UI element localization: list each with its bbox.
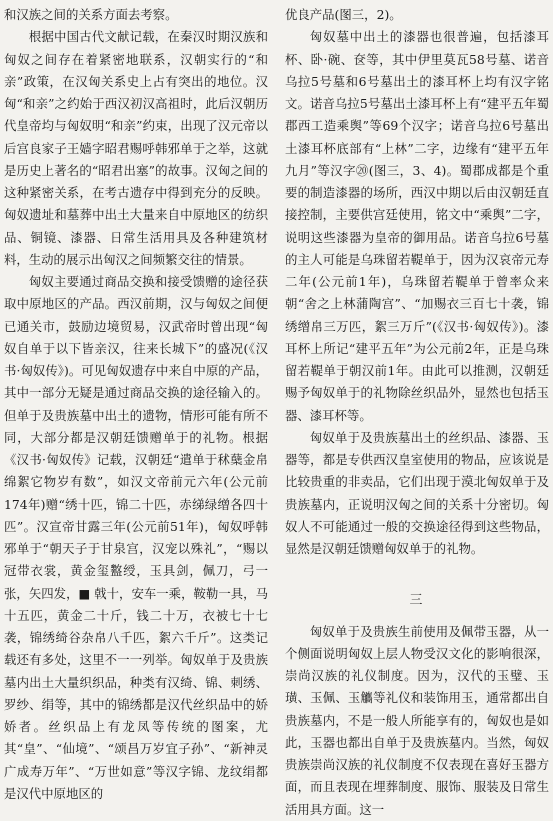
paragraph: 匈奴主要通过商品交换和接受馈赠的途径获取中原地区的产品。西汉前期，汉与匈奴之间便已通关市，鼓励边境贸易，汉武帝时曾出现“匈奴自单于以下皆亲汉，往来长城下”的盛况(《汉书·匈奴传》)。可见匈奴遗存中来自中原的产品，其中一部分无疑是通过商品交换的途径输入的。但单于及贵族墓中出土的遗物，情形可能有所不同，大部分都是汉朝廷馈赠单于的礼物。根据《汉书·匈奴传》记载，汉朝廷“遣单于秫蘖金帛绵絮它物岁有数”，如汉文帝前元六年(公元前174年)赠“绣十匹，锦二十匹，赤绨绿缯各四十匹”。汉宣帝甘露三年(公元前51年)，匈奴呼韩邪单于“朝天子于甘泉宫，汉宠以殊礼”，“赐以冠带衣裳，黄金玺盭绶，玉具剑，佩刀，弓一张，矢四发，■ 戟十，安车一乘，鞍勒一具，马十五匹，黄金二十斤，钱二十万，衣被七十七袭，锦绣绮谷杂帛八千匹，絮六千斤”。这类记载还有多处，这里不一一列举。匈奴单于及贵族墓内出土大量织织品，种类有汉绮、锦、刺绣、罗纱、绢等，其中的锦绣都是汉代丝织品中的娇娇者。丝织品上有龙凤等传统的图案，尤其“皇”、“仙境”、“颂昌万岁宜子孙”、“新神灵广成寿万年”、“万世如意”等汉字锦、龙纹绢都是汉代中原地区的 — [4, 274, 268, 801]
paragraph: 匈奴墓中出土的漆器也很普遍，包括漆耳杯、卧·碗、奁等，其中伊里莫瓦58号墓、诺音乌拉5号墓和6号墓出土的漆耳杯上均有汉字铭文。诺音乌拉5号墓出土漆耳杯上有“建平五年蜀郡西工造乘舆”等69个汉字；诺音乌拉6号墓出土漆耳杯底部有“上林”二字，边缘有“建平五年九月”等汉字⑳(图三，3、4)。蜀郡成都是个重要的制造漆器的场所，西汉中期以后由汉朝廷直接控制，主要供宫廷使用，铭文中“乘舆”二字，说明这些漆器为皇帝的御用品。诺音乌拉6号墓的主人可能是乌珠留若鞮单于，因为汉哀帝元寿二年(公元前1年)，乌珠留若鞮单于曾率众来朝“舍之上林蒲陶宫”、“加赐衣三百七十袭，锦绣缯帛三万匹，絮三万斤”(《汉书·匈奴传》)。漆耳杯上所记“建平五年”为公元前2年，正是乌珠留若鞮单于朝汉前1年。由此可以推测，汉朝廷赐予匈奴单于的礼物除丝织品外，显然也包括玉器、漆耳杯等。 — [285, 29, 549, 423]
right-column — [285, 4, 549, 821]
paragraph: 匈奴单于及贵族生前使用及佩带玉器，从一个侧面说明匈奴上层人物受汉文化的影响很深，崇尚汉族的礼仪制度。因为，汉代的玉璧、玉璜、玉佩、玉觿等礼仪和装饰用玉，通常都出自贵族墓内，不是一般人所能享有的，匈奴也是如此，玉器也都出自单于及贵族墓内。当然，匈奴贵族崇尚汉族的礼仪制度不仅表现在喜好玉器方面，而且表现在埋葬制度、服饰、服装及日常生活用具方面。这一 — [285, 623, 549, 817]
paragraph: 根据中国古代文献记载，在秦汉时期汉族和匈奴之间存在着紧密地联系，汉朝实行的“和亲”政策，在汉匈关系史上占有突出的地位。汉匈“和亲”之约始于西汉初汉高祖时，此后汉朝历代皇帝均与匈奴明“和亲”约束，出现了汉元帝以后宫良家子王嫱字昭君赐呼韩邪单于之举，这就是历史上著名的“昭君出塞”的故事。汉匈之间的这种紧密关系，在考古遗存中得到充分的反映。匈奴遗址和墓葬中出土大量来自中原地区的纺织品、铜镜、漆器、日常生活用具及各种建筑材料，生动的展示出匈汉之间频繁交往的情景。 — [4, 29, 268, 267]
left-column — [4, 4, 268, 805]
paragraph: 和汉族之间的关系方面去考察。 — [4, 7, 178, 22]
section-heading: 三 — [409, 593, 425, 609]
paragraph: 优良产品(图三，2)。 — [285, 7, 402, 22]
paragraph: 匈奴单于及贵族墓出土的丝织品、漆器、玉器等，都是专供西汉皇室使用的物品，应该说是比较贵重的非卖品，它们出现于漠北匈奴单于及贵族墓内，正说明汉匈之间的关系十分密切。匈奴人不可能通过一般的交换途径得到这些物品，显然是汉朝廷馈赠匈奴单于的礼物。 — [285, 429, 549, 556]
